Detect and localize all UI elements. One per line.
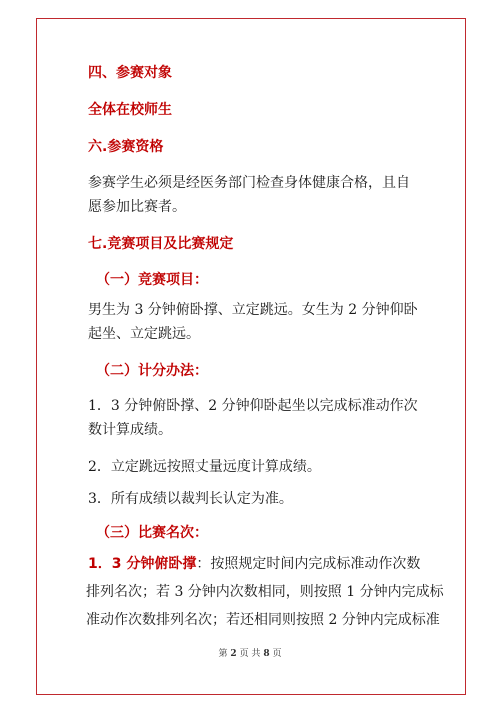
sub2-item2: 2．立定跳远按照丈量远度计算成绩。	[88, 459, 321, 475]
footer-total-pages: 8	[263, 649, 270, 659]
footer-mid: 页 共	[239, 649, 261, 659]
sub3-item1-label: 1．3 分钟俯卧撑	[88, 556, 197, 572]
section6-heading: 六.参赛资格	[88, 139, 164, 155]
footer-current-page: 2	[230, 649, 237, 659]
sub3-item1-line1	[88, 554, 420, 574]
sub3-item1-line3: 准动作次数排列名次；若还相同则按照 2 分钟内完成标准	[86, 612, 440, 628]
sub2-item1-line2: 数计算成绩。	[88, 422, 172, 438]
sub3-heading: （三）比赛名次：	[96, 525, 208, 541]
section4-heading: 四、参赛对象	[88, 65, 172, 81]
section7-heading: 七.竞赛项目及比赛规定	[88, 236, 234, 252]
sub2-heading: （二）计分办法：	[96, 363, 208, 379]
sub3-item1-line1-rest: 按照规定时间内完成标准动作次数	[210, 556, 421, 572]
footer-prefix: 第	[218, 649, 228, 659]
section4-text: 全体在校师生	[88, 102, 172, 118]
sub2-item1-line1: 1．3 分钟俯卧撑、2 分钟仰卧起坐以完成标准动作次	[88, 398, 418, 414]
section6-para-line1: 参赛学生必须是经医务部门检查身体健康合格，且自	[88, 175, 410, 191]
sub1-line1: 男生为 3 分钟俯卧撑、立定跳远。女生为 2 分钟仰卧	[88, 302, 418, 318]
footer-suffix: 页	[272, 649, 282, 659]
sub3-item1-line2: 排列名次；若 3 分钟内次数相同，则按照 1 分钟内完成标	[86, 584, 444, 600]
section6-para-line2: 愿参加比赛者。	[88, 199, 186, 215]
sub1-line2: 起坐、立定跳远。	[88, 326, 200, 342]
sub2-item3: 3．所有成绩以裁判长认定为准。	[88, 491, 293, 507]
sub1-heading: （一）竞赛项目：	[96, 272, 208, 288]
sub3-item1-colon: ：	[196, 556, 211, 572]
page-footer	[0, 646, 500, 659]
